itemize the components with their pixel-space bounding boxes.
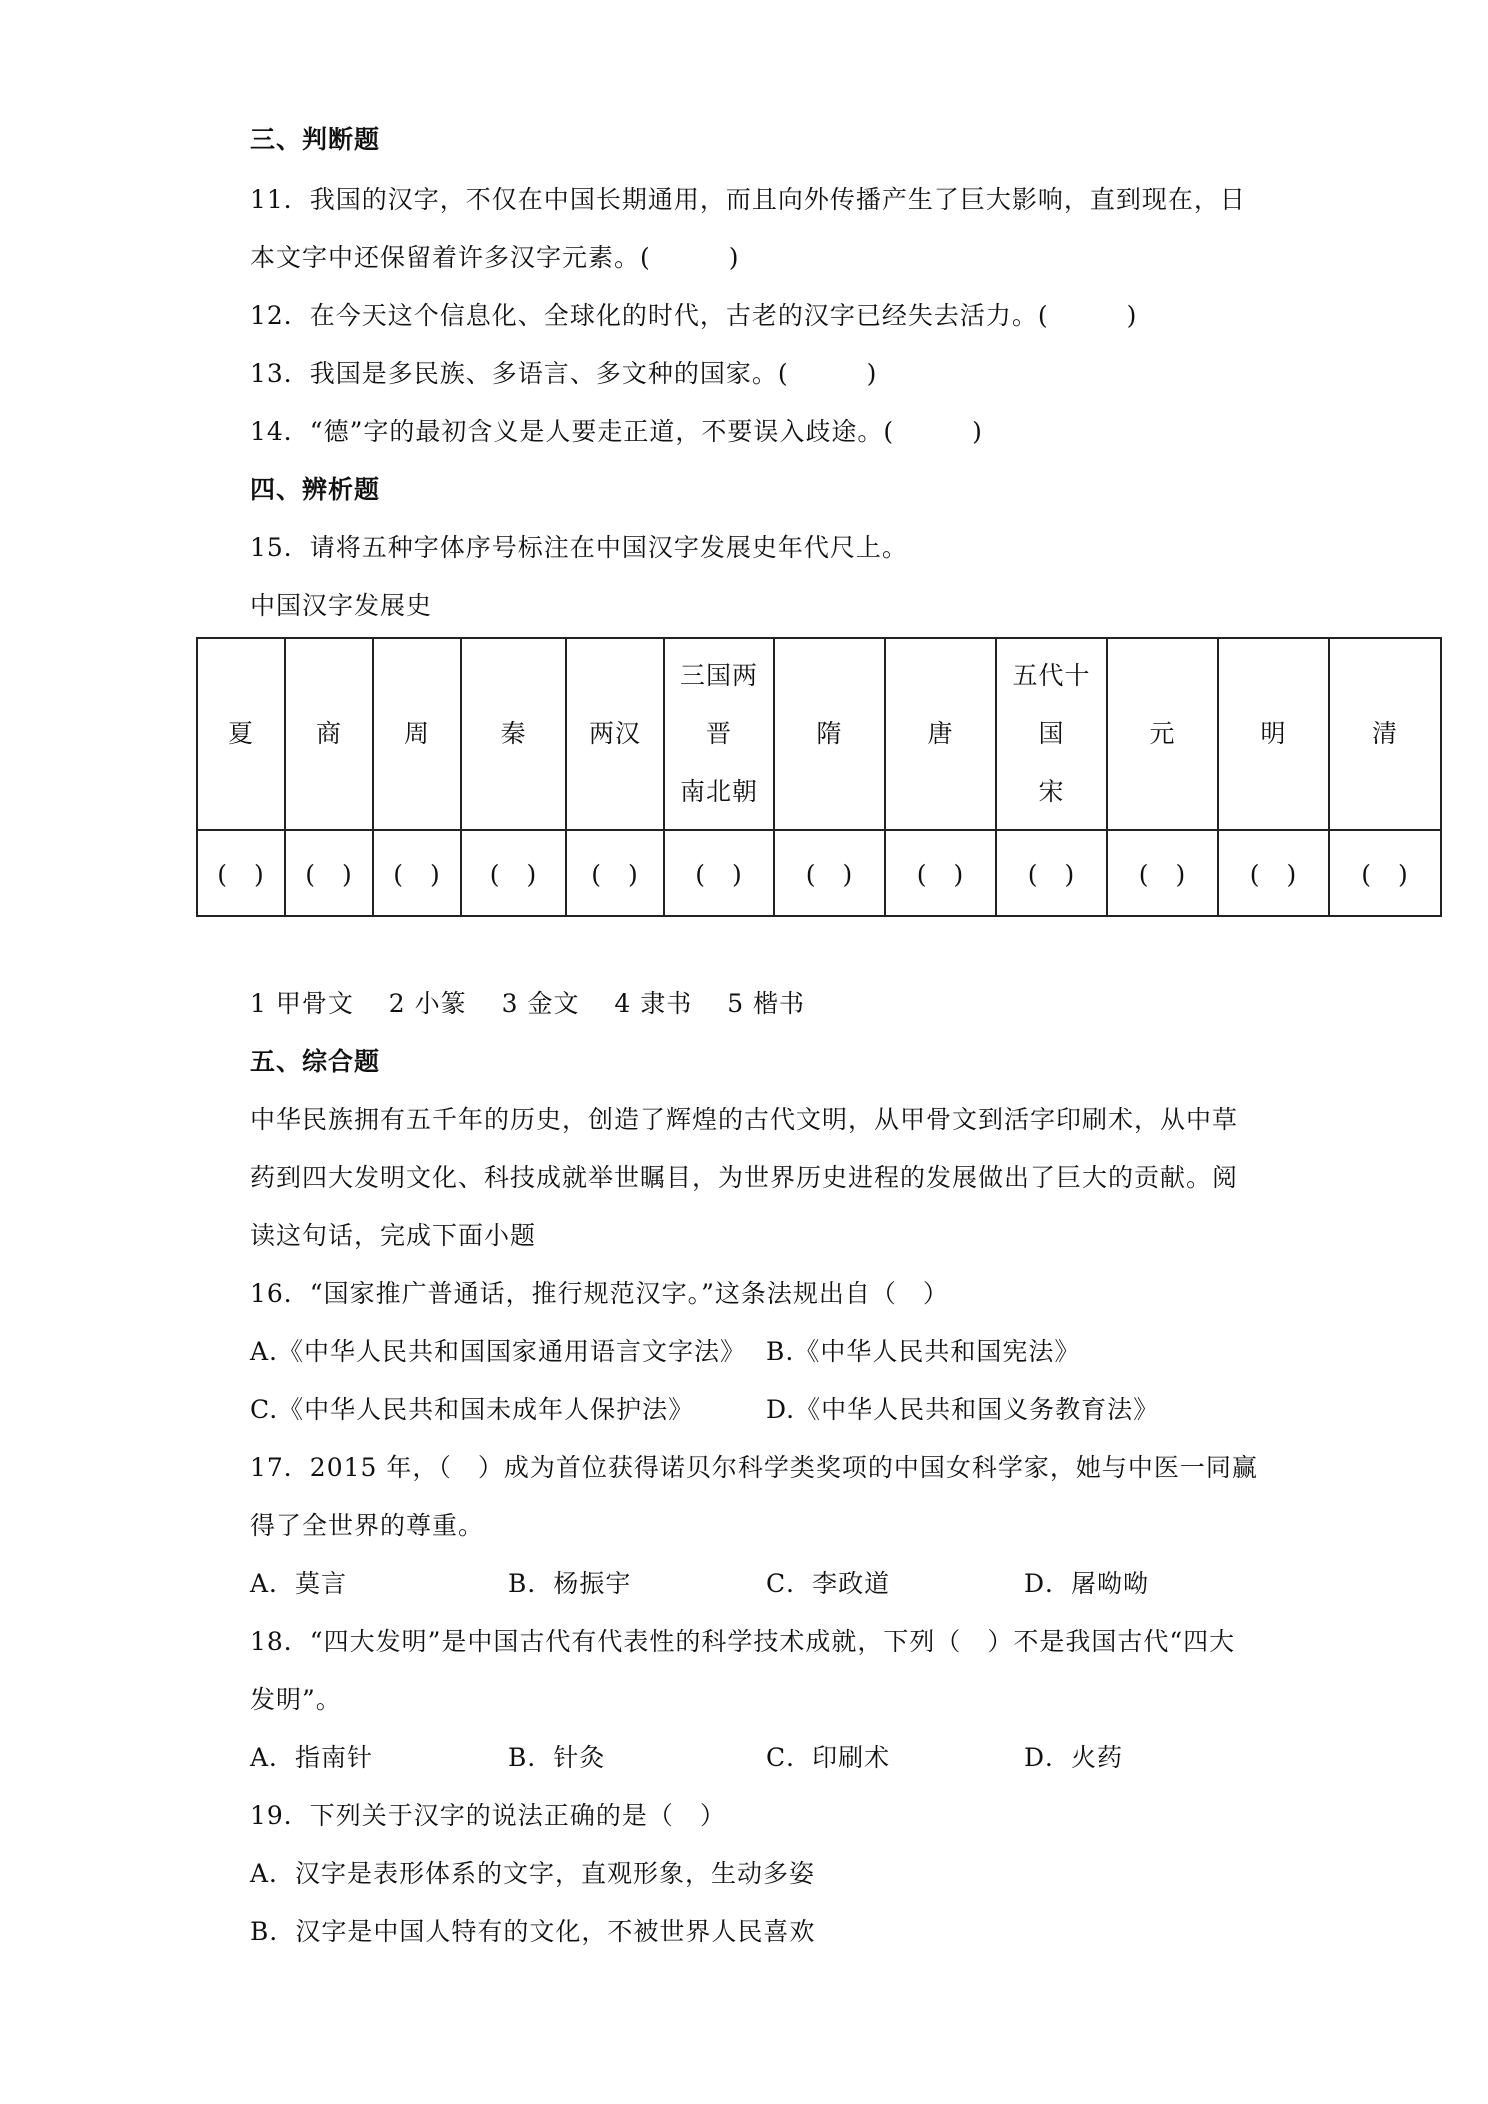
question-19-option-b: B．汉字是中国人特有的文化，不被世界人民喜欢: [250, 1917, 816, 1946]
question-16-option-b: B.《中华人民共和国宪法》: [766, 1337, 1081, 1366]
era-cell: [774, 638, 885, 830]
era-label: 三国两: [679, 661, 758, 690]
answer-blank[interactable]: ( ): [566, 830, 664, 916]
era-cell: [1218, 638, 1329, 830]
answer-blank[interactable]: ( ): [1329, 830, 1441, 916]
table-caption: 中国汉字发展史: [250, 591, 433, 620]
era-label: 周: [403, 719, 430, 748]
section-4-heading: 四、辨析题: [250, 475, 381, 504]
question-17-option-a: A．莫言: [250, 1569, 348, 1598]
era-cell: [461, 638, 566, 830]
era-label: 南北朝: [679, 777, 758, 806]
era-label: 元: [1149, 719, 1176, 748]
answer-blank[interactable]: ( ): [197, 830, 285, 916]
question-16-option-d: D.《中华人民共和国义务教育法》: [766, 1395, 1160, 1424]
intro-line-3: 读这句话，完成下面小题: [250, 1221, 537, 1250]
question-16-option-a: A.《中华人民共和国国家通用语言文字法》: [250, 1337, 747, 1366]
era-cell: [996, 638, 1107, 830]
question-17-option-c: C．李政道: [766, 1569, 891, 1598]
section-5-heading: 五、综合题: [250, 1047, 381, 1076]
question-18-line-2: 发明”。: [250, 1685, 342, 1714]
question-19: 19．下列关于汉字的说法正确的是（ ）: [250, 1801, 726, 1830]
question-18-option-b: B．针灸: [508, 1743, 606, 1772]
answer-row: [197, 830, 1441, 916]
era-label: 唐: [927, 719, 954, 748]
era-label: 明: [1260, 719, 1287, 748]
era-label: 五代十: [1012, 661, 1091, 690]
era-cell: [197, 638, 285, 830]
question-11-line-1: 11．我国的汉字，不仅在中国长期通用，而且向外传播产生了巨大影响，直到现在，日: [250, 185, 1246, 214]
era-cell: [885, 638, 996, 830]
question-15: 15．请将五种字体序号标注在中国汉字发展史年代尺上。: [250, 533, 908, 562]
era-label: 清: [1371, 719, 1398, 748]
answer-blank[interactable]: ( ): [885, 830, 996, 916]
intro-line-1: 中华民族拥有五千年的历史，创造了辉煌的古代文明，从甲骨文到活字印刷术，从中草: [250, 1105, 1239, 1134]
question-17-option-d: D．屠呦呦: [1024, 1569, 1150, 1598]
era-label: 秦: [500, 719, 527, 748]
question-16-option-c: C.《中华人民共和国未成年人保护法》: [250, 1395, 695, 1424]
era-cell: [566, 638, 664, 830]
answer-blank[interactable]: ( ): [285, 830, 373, 916]
era-label: 晋: [705, 719, 732, 748]
question-19-option-a: A．汉字是表形体系的文字，直观形象，生动多姿: [250, 1859, 816, 1888]
question-14: 14．“德”字的最初含义是人要走正道，不要误入歧途。( ): [250, 417, 983, 446]
answer-blank[interactable]: ( ): [1218, 830, 1329, 916]
era-label: 宋: [1038, 777, 1065, 806]
era-label: 两汉: [588, 719, 641, 748]
era-cell: [1329, 638, 1441, 830]
question-13: 13．我国是多民族、多语言、多文种的国家。( ): [250, 359, 878, 388]
era-cell: [285, 638, 373, 830]
answer-blank[interactable]: ( ): [373, 830, 461, 916]
era-row: [197, 638, 1441, 830]
question-12: 12．在今天这个信息化、全球化的时代，古老的汉字已经失去活力。( ): [250, 301, 1138, 330]
answer-blank[interactable]: ( ): [461, 830, 566, 916]
intro-line-2: 药到四大发明文化、科技成就举世瞩目，为世界历史进程的发展做出了巨大的贡献。阅: [250, 1163, 1239, 1192]
question-18-option-d: D．火药: [1024, 1743, 1124, 1772]
font-legend: 1 甲骨文 2 小篆 3 金文 4 隶书 5 楷书: [250, 989, 806, 1018]
era-label: 隋: [816, 719, 843, 748]
question-18-line-1: 18．“四大发明”是中国古代有代表性的科学技术成就，下列（ ）不是我国古代“四大: [250, 1627, 1236, 1656]
question-17-line-1: 17．2015 年，（ ）成为首位获得诺贝尔科学类奖项的中国女科学家，她与中医一同赢: [250, 1453, 1258, 1482]
era-cell: [373, 638, 461, 830]
question-17-line-2: 得了全世界的尊重。: [250, 1511, 485, 1540]
era-label: 夏: [227, 719, 254, 748]
question-18-option-c: C．印刷术: [766, 1743, 891, 1772]
era-label: 国: [1038, 719, 1065, 748]
question-11-line-2: 本文字中还保留着许多汉字元素。( ): [250, 243, 740, 272]
era-cell: [664, 638, 774, 830]
history-timeline-table: [196, 637, 1442, 917]
question-16: 16．“国家推广普通话，推行规范汉字。”这条法规出自（ ）: [250, 1279, 949, 1308]
answer-blank[interactable]: ( ): [664, 830, 774, 916]
answer-blank[interactable]: ( ): [1107, 830, 1218, 916]
answer-blank[interactable]: ( ): [996, 830, 1107, 916]
section-3-heading: 三、判断题: [250, 125, 381, 154]
era-cell: [1107, 638, 1218, 830]
question-18-option-a: A．指南针: [250, 1743, 374, 1772]
answer-blank[interactable]: ( ): [774, 830, 885, 916]
era-label: 商: [315, 719, 342, 748]
question-17-option-b: B．杨振宇: [508, 1569, 632, 1598]
